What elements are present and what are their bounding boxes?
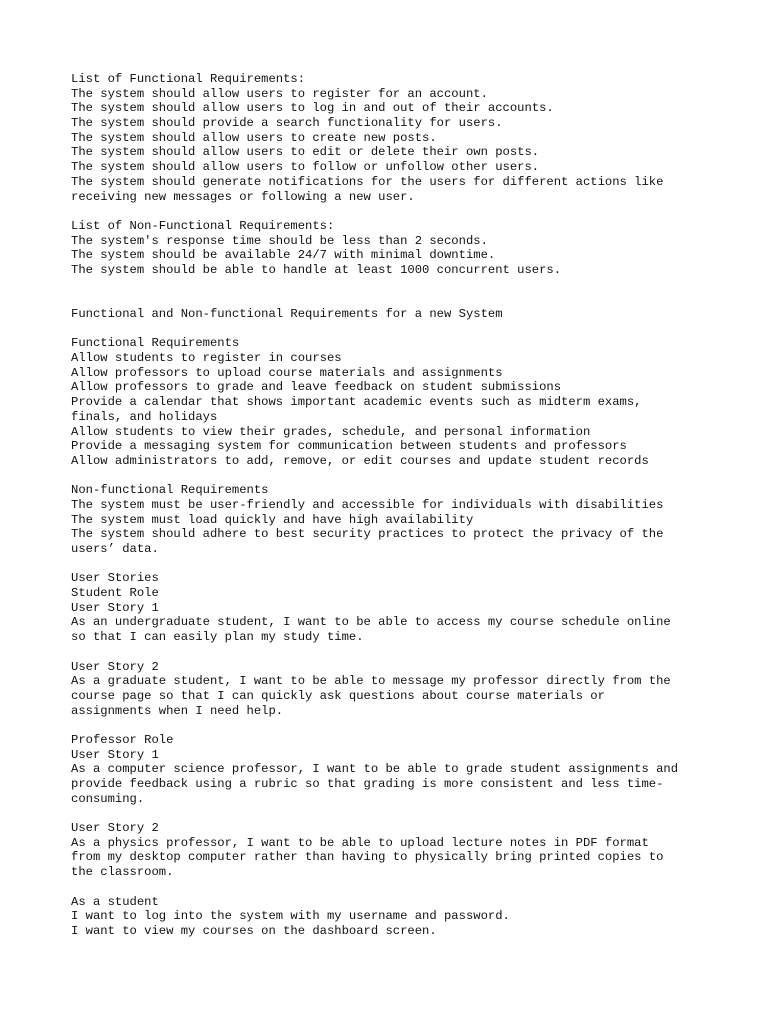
- text-line: As a graduate student, I want to be able to message my professor directly from the: [71, 674, 671, 689]
- blank-line: [71, 645, 711, 660]
- text-line: the classroom.: [71, 865, 174, 880]
- blank-line: [71, 718, 711, 733]
- section-heading: Functional Requirements: [71, 336, 240, 351]
- subsection-heading: Student Role: [71, 586, 159, 601]
- story-heading: User Story 2: [71, 659, 159, 674]
- text-line: Allow students to view their grades, schedule, and personal information: [71, 424, 591, 439]
- text-line: Allow students to register in courses: [71, 351, 342, 366]
- text-line: Allow professors to upload course materials and assignments: [71, 365, 503, 380]
- text-line: consuming.: [71, 791, 145, 806]
- text-line: Provide a calendar that shows important academic events such as midterm exams,: [71, 395, 642, 410]
- text-line: assignments when I need help.: [71, 703, 284, 718]
- document-body: [71, 72, 711, 939]
- text-line: The system should allow users to create new posts.: [71, 130, 437, 145]
- text-line: provide feedback using a rubric so that grading is more consistent and less time-: [71, 777, 664, 791]
- blank-line: [71, 880, 711, 895]
- text-line: The system should generate notifications for the users for different actions like: [71, 174, 664, 189]
- blank-line: [71, 469, 711, 484]
- story-heading: User Story 2: [71, 821, 159, 836]
- blank-line: [71, 322, 711, 337]
- subsection-heading: Professor Role: [71, 732, 174, 747]
- section-heading: List of Non-Functional Requirements:: [71, 218, 335, 233]
- section-heading: Non-functional Requirements: [71, 483, 269, 498]
- story-heading: User Story 1: [71, 747, 159, 762]
- text-line: The system should allow users to log in and out of their accounts.: [71, 101, 554, 116]
- text-line: from my desktop computer rather than having to physically bring printed copies to: [71, 850, 664, 865]
- text-line: The system should be available 24/7 with minimal downtime.: [71, 248, 496, 263]
- text-line: The system should allow users to register for an account.: [71, 86, 488, 101]
- text-line: As a computer science professor, I want to be able to grade student assignments and: [71, 762, 679, 777]
- text-line: The system should allow users to edit or delete their own posts.: [71, 145, 540, 160]
- blank-line: [71, 292, 711, 307]
- blank-line: [71, 204, 711, 219]
- blank-line: [71, 557, 711, 572]
- text-line: The system must be user-friendly and accessible for individuals with disabilities: [71, 497, 664, 512]
- text-line: course page so that I can quickly ask questions about course materials or: [71, 688, 605, 703]
- text-line: I want to log into the system with my username and password.: [71, 909, 510, 924]
- blank-line: [71, 278, 711, 293]
- document-title: Functional and Non-functional Requirements for a new System: [71, 307, 503, 321]
- text-line: I want to view my courses on the dashboard screen.: [71, 923, 437, 938]
- story-heading: User Story 1: [71, 600, 159, 615]
- text-line: so that I can easily plan my study time.: [71, 630, 364, 645]
- text-line: The system should adhere to best security practices to protect the privacy of the: [71, 527, 664, 542]
- text-line: Provide a messaging system for communication between students and professors: [71, 439, 627, 454]
- text-line: As an undergraduate student, I want to be able to access my course schedule online: [71, 615, 671, 630]
- text-line: The system must load quickly and have high availability: [71, 512, 474, 527]
- text-line: The system should allow users to follow or unfollow other users.: [71, 160, 540, 175]
- text-line: The system should provide a search functionality for users.: [71, 116, 503, 131]
- blank-line: [71, 806, 711, 821]
- text-line: As a physics professor, I want to be able to upload lecture notes in PDF format: [71, 835, 649, 850]
- text-line: Allow administrators to add, remove, or edit courses and update student records: [71, 453, 649, 468]
- text-line: users’ data.: [71, 542, 159, 556]
- text-line: receiving new messages or following a new user.: [71, 189, 415, 204]
- text-line: finals, and holidays: [71, 409, 218, 424]
- subsection-heading: As a student: [71, 894, 159, 909]
- section-heading: User Stories: [71, 571, 159, 586]
- text-line: The system should be able to handle at least 1000 concurrent users.: [71, 262, 562, 277]
- text-line: List of Functional Requirements:: [71, 72, 306, 86]
- text-line: The system's response time should be less than 2 seconds.: [71, 233, 488, 248]
- text-line: Allow professors to grade and leave feedback on student submissions: [71, 380, 562, 395]
